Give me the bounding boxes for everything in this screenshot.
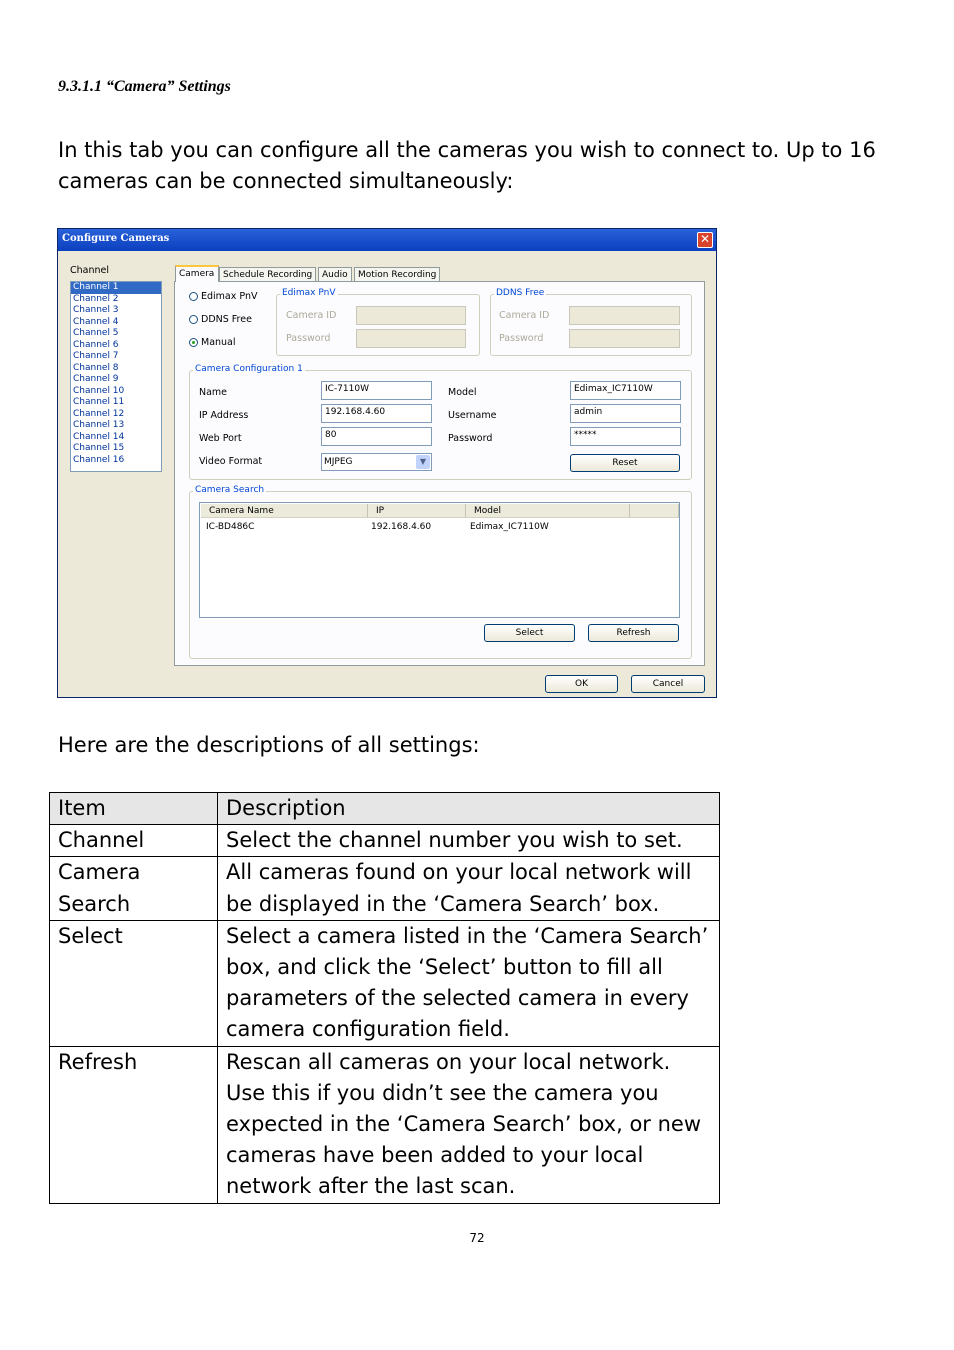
- web-port-label: Web Port: [199, 433, 242, 444]
- channel-list-item[interactable]: Channel 7: [73, 351, 119, 361]
- channel-list[interactable]: [70, 281, 162, 472]
- row-description: All cameras found on your local network will be displayed in the ‘Camera Search’ box.: [218, 857, 720, 920]
- row-camera-name: IC-BD486C: [206, 522, 255, 532]
- channel-list-item[interactable]: Channel 10: [73, 385, 125, 396]
- name-field[interactable]: IC-7110W: [321, 381, 432, 400]
- password-label: Password: [448, 433, 493, 444]
- video-format-value: MJPEG: [324, 457, 353, 467]
- radio-manual-label: Manual: [201, 337, 236, 348]
- password-field[interactable]: *****: [570, 427, 681, 446]
- dialog-title: Configure Cameras: [62, 233, 170, 244]
- ddns-group-title: DDNS Free: [496, 288, 545, 298]
- table-header-row: [50, 793, 720, 825]
- section-heading: 9.3.1.1 “Camera” Settings: [58, 78, 231, 95]
- tab-motion-recording[interactable]: Motion Recording: [354, 267, 440, 281]
- radio-edimax-pnv[interactable]: [189, 292, 198, 301]
- ip-address-label: IP Address: [199, 410, 249, 421]
- column-header-model[interactable]: Model: [466, 504, 630, 518]
- ddns-password-label: Password: [499, 333, 544, 344]
- row-item: Refresh: [50, 1046, 218, 1203]
- web-port-field[interactable]: 80: [321, 427, 432, 446]
- pnv-camera-id-label: Camera ID: [286, 310, 337, 321]
- intro-paragraph: In this tab you can configure all the cameras you wish to connect to. Up to 16 cameras can be connected simultaneously:: [58, 138, 876, 193]
- table-row: [50, 825, 720, 857]
- ok-button[interactable]: OK: [545, 675, 618, 693]
- channel-list-item[interactable]: Channel 8: [73, 362, 119, 373]
- row-item: Select: [50, 920, 218, 1046]
- row-ip: 192.168.4.60: [371, 522, 432, 532]
- channel-list-item[interactable]: Channel 11: [73, 397, 125, 407]
- row-description: Rescan all cameras on your local network. Use this if you didn’t see the camera you expected in the ‘Camera Search’ box, or new cameras have been added to your local network after the last scan.: [218, 1046, 720, 1203]
- channel-list-item[interactable]: Channel 4: [73, 316, 119, 327]
- channel-list-item[interactable]: Channel 15: [73, 443, 125, 453]
- header-description: Description: [218, 793, 720, 825]
- column-header-camera-name[interactable]: Camera Name: [201, 504, 368, 518]
- refresh-button[interactable]: Refresh: [588, 624, 679, 642]
- pnv-password-label: Password: [286, 333, 331, 344]
- row-item: Camera Search: [50, 857, 218, 920]
- radio-ddns-free[interactable]: [189, 315, 198, 324]
- channel-label: Channel: [70, 265, 110, 276]
- radio-ddns-free-label: DDNS Free: [201, 314, 252, 325]
- table-row: [50, 920, 720, 1046]
- ddns-password-field[interactable]: [569, 329, 680, 348]
- close-icon[interactable]: ✕: [697, 232, 713, 248]
- radio-selected-dot: [192, 341, 195, 344]
- channel-list-item[interactable]: Channel 9: [73, 374, 119, 384]
- video-format-select[interactable]: [321, 453, 432, 471]
- column-header-spacer: [630, 504, 679, 518]
- tab-audio[interactable]: Audio: [318, 267, 352, 281]
- descriptions-intro: Here are the descriptions of all settings:: [58, 733, 480, 757]
- row-description: Select the channel number you wish to set.: [218, 825, 720, 857]
- model-label: Model: [448, 387, 477, 398]
- chevron-down-icon[interactable]: ▼: [416, 455, 430, 469]
- channel-list-item[interactable]: Channel 1: [71, 282, 161, 294]
- username-field[interactable]: admin: [570, 404, 681, 423]
- name-label: Name: [199, 387, 228, 398]
- channel-list-item[interactable]: Channel 13: [73, 420, 125, 430]
- page-number: 72: [469, 1231, 485, 1245]
- radio-manual[interactable]: [189, 338, 198, 347]
- column-header-ip[interactable]: IP: [368, 504, 466, 518]
- channel-list-item[interactable]: Channel 14: [73, 431, 125, 442]
- table-row: [50, 1046, 720, 1203]
- channel-list-item[interactable]: Channel 2: [73, 293, 119, 304]
- tab-schedule-recording[interactable]: Schedule Recording: [219, 267, 316, 281]
- radio-edimax-pnv-label: Edimax PnV: [201, 291, 258, 302]
- pnv-password-field[interactable]: [356, 329, 466, 348]
- cancel-button[interactable]: Cancel: [631, 675, 705, 693]
- header-item: Item: [50, 793, 218, 825]
- channel-list-item[interactable]: Channel 3: [73, 305, 119, 315]
- ddns-camera-id-field[interactable]: [569, 306, 680, 325]
- tab-camera[interactable]: Camera: [175, 265, 219, 282]
- pnv-group-title: Edimax PnV: [282, 288, 336, 298]
- row-description: Select a camera listed in the ‘Camera Search’ box, and click the ‘Select’ button to fill all parameters of the selected camera in every camera configuration field.: [218, 920, 720, 1046]
- ip-address-field[interactable]: 192.168.4.60: [321, 404, 432, 423]
- camera-config-group-title: Camera Configuration 1: [195, 364, 303, 374]
- pnv-camera-id-field[interactable]: [356, 306, 466, 325]
- channel-list-item[interactable]: Channel 6: [73, 339, 119, 350]
- row-item: Channel: [50, 825, 218, 857]
- video-format-label: Video Format: [199, 456, 263, 467]
- table-row: [50, 857, 720, 920]
- channel-list-item[interactable]: Channel 16: [73, 454, 125, 465]
- channel-list-item[interactable]: Channel 5: [73, 328, 119, 338]
- row-model: Edimax_IC7110W: [470, 522, 549, 532]
- username-label: Username: [448, 410, 497, 421]
- model-field[interactable]: Edimax_IC7110W: [570, 381, 681, 400]
- settings-table: [49, 792, 720, 1204]
- dialog-titlebar: [58, 229, 716, 251]
- camera-search-results[interactable]: [199, 502, 680, 618]
- reset-button[interactable]: Reset: [570, 454, 680, 472]
- channel-list-item[interactable]: Channel 12: [73, 408, 125, 419]
- camera-search-group-title: Camera Search: [195, 485, 265, 495]
- configure-cameras-dialog: [57, 228, 717, 698]
- select-button[interactable]: Select: [484, 624, 575, 642]
- ddns-camera-id-label: Camera ID: [499, 310, 550, 321]
